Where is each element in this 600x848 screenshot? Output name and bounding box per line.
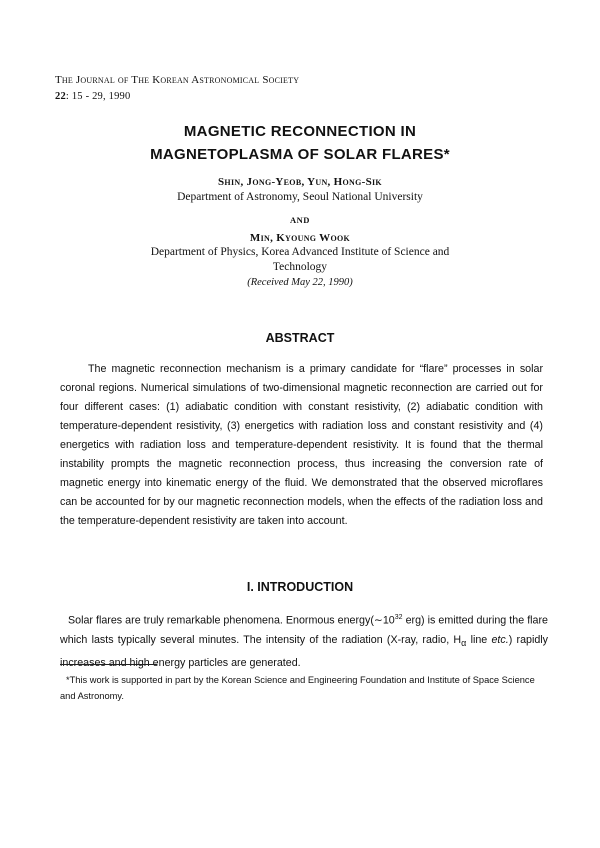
footnote-rule [60,664,157,665]
received-date: (Received May 22, 1990) [247,277,353,288]
intro-text-part3: line [466,634,492,647]
affiliation-secondary-line2: Technology [272,261,328,273]
intro-text-part1: Solar flares are truly remarkable phenomena. Enormous energy(∼10 [68,614,395,627]
pages-year: : 15 - 29, 1990 [65,91,131,102]
paper-title-line1: MAGNETIC RECONNECTION IN [183,123,417,140]
abstract-text: The magnetic reconnection mechanism is a primary candidate for “flare” processes in solar coronal regions. Numerical simulations of two-dimensional magnetic reconnection are carried out for four different cases: (1) adiabatic condition with constant resistivity, (2) adiabatic condition with temperature-dependent resistivity, (3) energetics with radiation loss and constant resistivity and (4) energetics with radiation loss and temperature-dependent resistivity. It is found that the thermal instability prompts the magnetic reconnection process, thus increasing the conversion rate of magnetic energy into kinematic energy of the fluid. We demonstrated that the observed microflares can be accounted for by our magnetic reconnection models, when the effects of the radiation loss and the temperature-dependent resistivity are taken into account. [60,363,543,527]
volume-number: 22 [55,91,66,102]
introduction-heading: I. INTRODUCTION [246,580,354,594]
intro-text-part2: erg) is emitted during the flare which lasts typically several minutes. The intensity of the radiation (X-ray, radio, H [60,614,548,647]
intro-etc: etc. [491,634,509,647]
energy-exponent: 32 [394,614,403,621]
affiliation-primary: Department of Astronomy, Seoul National University [177,191,423,203]
and-separator: AND [290,215,310,225]
h-alpha-subscript: α [461,638,467,649]
intro-text-part4: ) rapidly increases and high energy particles are generated. [60,634,549,669]
abstract-heading: ABSTRACT [265,331,335,345]
paper-title-line2: MAGNETOPLASMA OF SOLAR FLARES* [150,146,450,163]
footnote: *This work is supported in part by the Korean Science and Engineering Foundation and Institute of Space Science and Astronomy. [60,675,535,701]
authors-primary: Shin, Jong-Yeob, Yun, Hong-Sik [218,176,382,188]
journal-name: The Journal of The Korean Astronomical Society [55,74,300,86]
authors-secondary: Min, Kyoung Wook [249,232,351,244]
affiliation-secondary-line1: Department of Physics, Korea Advanced Institute of Science and [150,246,450,258]
journal-volume [55,91,130,102]
